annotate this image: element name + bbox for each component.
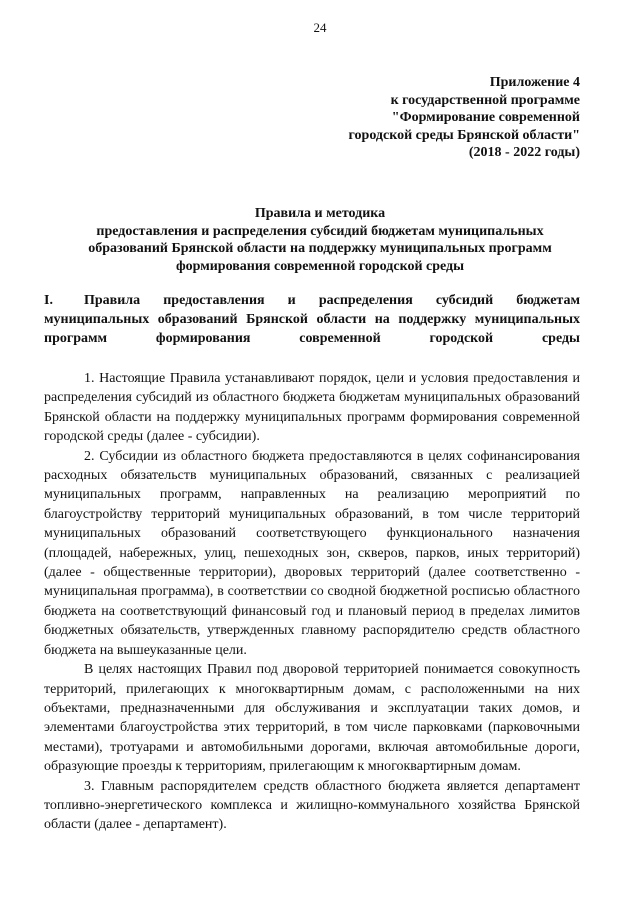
section-number: I. — [44, 293, 53, 308]
title-line: образований Брянской области на поддержку муниципальных программ — [88, 241, 552, 256]
document-body — [44, 369, 580, 835]
title-line: Правила и методика — [254, 206, 386, 221]
title-line: формирования современной городской среды — [175, 258, 465, 274]
paragraph: 1. Настоящие Правила устанавливают порядок, цели и условия предоставления и распределения субсидий из областного бюджета бюджетам муниципальных образований Брянской области на поддержку муниципальных программ формирования современной городской среды (далее - субсидии). — [44, 371, 580, 445]
page-number: 24 — [313, 20, 327, 35]
appendix-line: к государственной программе — [390, 92, 580, 108]
appendix-line: (2018 - 2022 годы) — [468, 145, 580, 160]
paragraph: 3. Главным распорядителем средств областного бюджета является департамент топливно-энергетического комплекса и жилищно-коммунального хозяйства Брянской области (далее - департамент). — [44, 778, 580, 833]
section-heading — [44, 291, 580, 348]
appendix-line: "Формирование современной — [391, 110, 580, 125]
appendix-line: городской среды Брянской области" — [348, 127, 580, 143]
title-line: предоставления и распределения субсидий бюджетам муниципальных — [96, 223, 544, 239]
appendix-line: Приложение 4 — [489, 75, 580, 90]
document-title — [40, 205, 600, 275]
appendix-header — [300, 74, 580, 162]
paragraph: В целях настоящих Правил под дворовой территорией понимается совокупность территорий, прилегающих к многоквартирным домам, с расположенными на них объектами, предназначенными для обслуживания и эксплуатации таких домов, и элементами благоустройства этих территорий, в том числе парковками (парковочными местами), тротуарами и автомобильными дорогами, включая автомобильные дороги, образующие проезды к территориям, прилегающим к многоквартирным домам. — [44, 662, 580, 775]
paragraph: 2. Субсидии из областного бюджета предоставляются в целях софинансирования расходных обязательств муниципальных образований, связанных с реализацией муниципальных программ, направленных на реализацию мероприятий по благоустройству территорий муниципальных образований, в том числе территорий муниципальных образований соответствующего функционального назначения (площадей, набережных, улиц, пешеходных зон, скверов, парков, иных территорий) (далее - общественные территории), дворовых территорий (далее соответственно - муниципальная программа), в соответствии со сводной бюджетной росписью областного бюджета на соответствующий финансовый год и плановый период в пределах лимитов бюджетных обязательств, утвержденных главному распорядителю средств областного бюджета на вышеуказанные цели. — [44, 448, 580, 658]
section-title: Правила предоставления и распределения субсидий бюджетам муниципальных образований Брянской области на поддержку муниципальных программ формирования современной городской среды — [44, 293, 580, 346]
